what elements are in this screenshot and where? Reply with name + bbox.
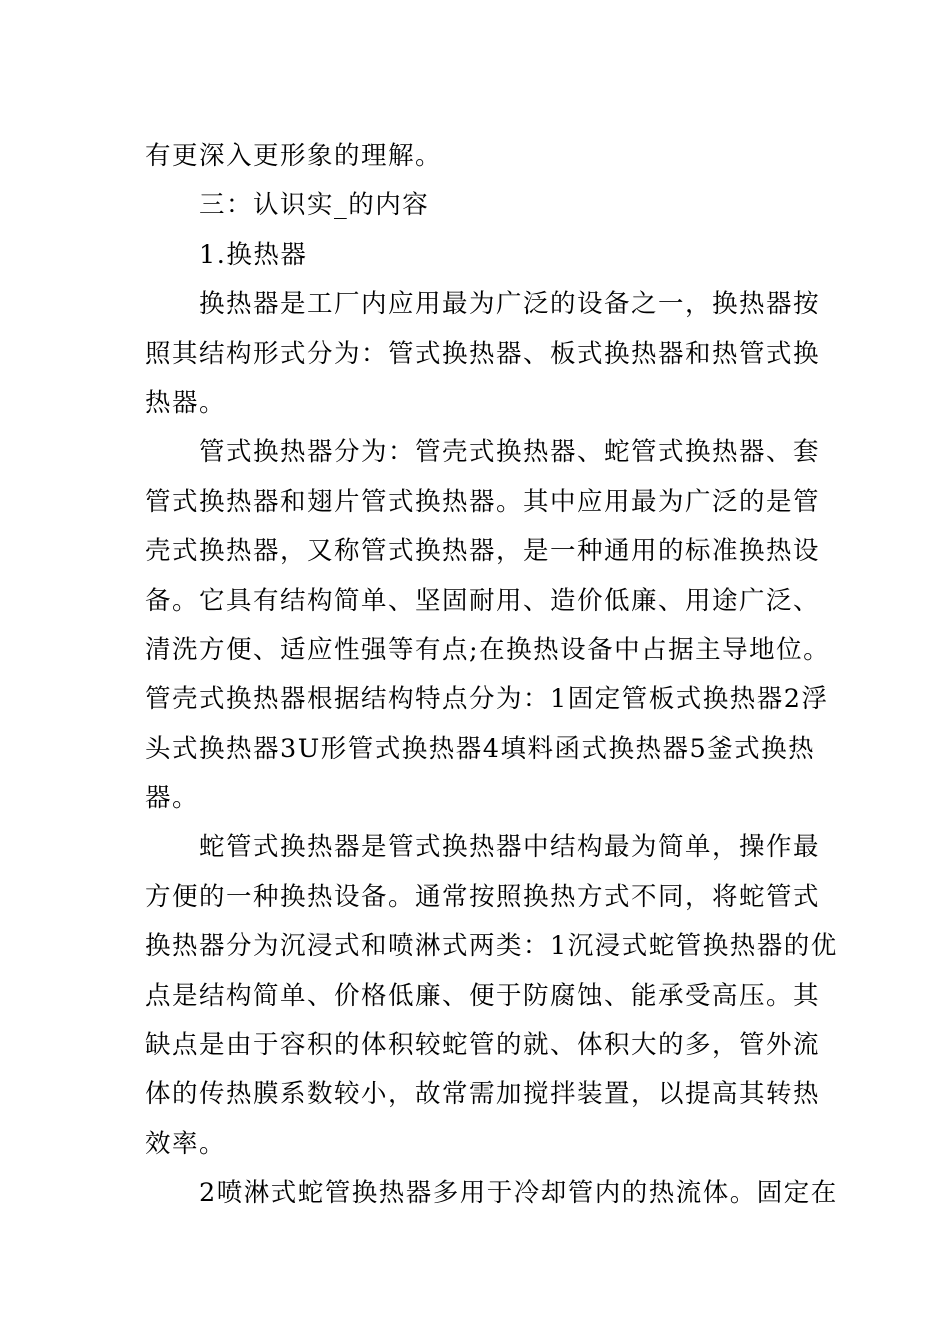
text-line: 换热器是工厂内应用最为广泛的设备之一，换热器按 [199, 289, 821, 320]
text-line: 头式换热器3U形管式换热器4填料函式换热器5釜式换热 [145, 733, 816, 764]
text-line: 蛇管式换热器是管式换热器中结构最为简单，操作最 [199, 832, 821, 863]
text-line: 点是结构简单、价格低廉、便于防腐蚀、能承受高压。其 [145, 980, 821, 1011]
text-line: 器。 [145, 783, 200, 814]
text-line: 清洗方便、适应性强等有点;在换热设备中占据主导地位。 [145, 634, 831, 665]
subsection-heading: 1.换热器 [199, 239, 308, 270]
text-line: 方便的一种换热设备。通常按照换热方式不同，将蛇管式 [145, 881, 821, 912]
text-line: 效率。 [145, 1128, 227, 1159]
section-heading: 三：认识实_的内容 [199, 190, 430, 221]
text-line: 管式换热器分为：管壳式换热器、蛇管式换热器、套 [199, 437, 821, 468]
text-line: 管式换热器和翅片管式换热器。其中应用最为广泛的是管 [145, 486, 821, 517]
body-text [145, 132, 838, 1219]
text-line: 换热器分为沉浸式和喷淋式两类：1沉浸式蛇管换热器的优 [145, 931, 838, 962]
text-line: 照其结构形式分为：管式换热器、板式换热器和热管式换 [145, 338, 821, 369]
text-line: 有更深入更形象的理解。 [145, 141, 443, 171]
text-line: 热器。 [145, 387, 227, 418]
text-line: 壳式换热器，又称管式换热器，是一种通用的标准换热设 [145, 536, 821, 567]
text-line: 备。它具有结构简单、坚固耐用、造价低廉、用途广泛、 [145, 585, 821, 616]
text-line: 管壳式换热器根据结构特点分为：1固定管板式换热器2浮 [145, 684, 829, 715]
text-line: 缺点是由于容积的体积较蛇管的就、体积大的多，管外流 [145, 1030, 821, 1061]
text-line: 体的传热膜系数较小，故常需加搅拌装置，以提高其转热 [145, 1079, 821, 1110]
text-line: 2喷淋式蛇管换热器多用于冷却管内的热流体。固定在 [199, 1178, 838, 1209]
